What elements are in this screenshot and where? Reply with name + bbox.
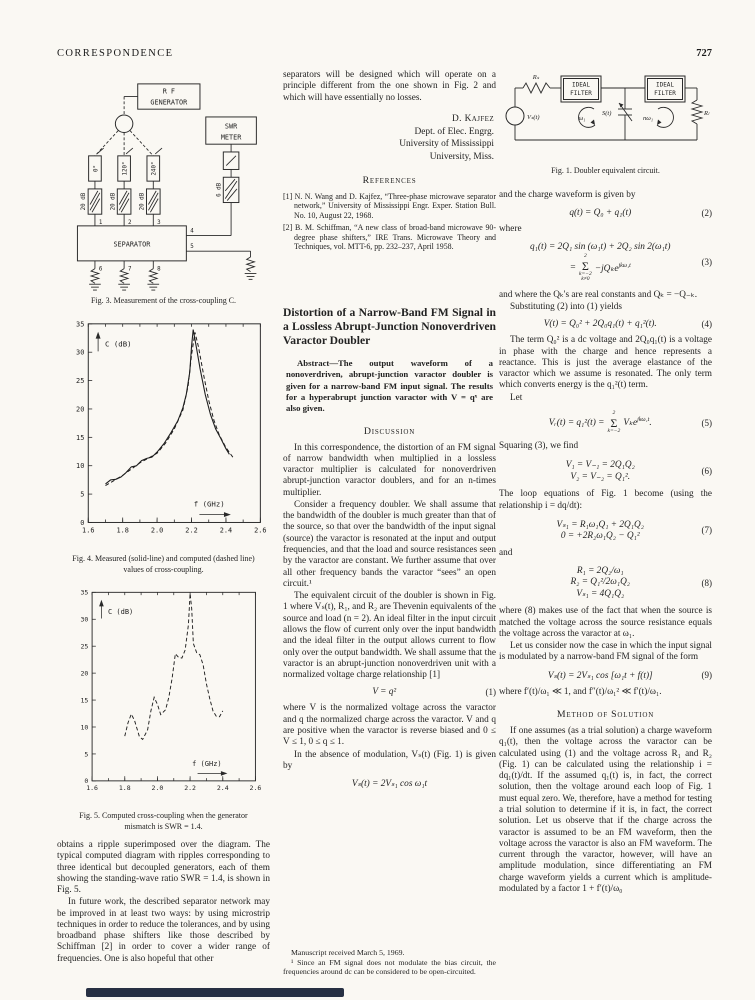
svg-text:5: 5 — [84, 750, 89, 759]
svg-text:1.6: 1.6 — [82, 526, 95, 535]
article-title: Distortion of a Narrow-Band FM Signal in a Lossless Abrupt-Junction Nonoverdriven Varactor Doubler — [283, 305, 496, 348]
right-paragraph-3: Substituting (2) into (1) yields — [510, 302, 623, 313]
running-head: CORRESPONDENCE — [57, 48, 174, 59]
discussion-heading: Discussion — [363, 425, 416, 437]
right-paragraph-5: Let — [510, 392, 523, 403]
svg-text:30: 30 — [80, 615, 89, 624]
fig1-filter2-label-1: IDEAL — [655, 81, 675, 89]
port-1: 1 — [98, 219, 103, 226]
att-20db-label-1: 20 dB — [81, 192, 88, 211]
svg-text:35: 35 — [76, 320, 85, 329]
equation-2: q(t) = Q₀ + q₁(t) (2) — [569, 207, 712, 218]
footnote-1: ¹ Since an FM signal does not modulate the bias circuit, the frequencies around dc can be considered to be open-circuited. — [283, 957, 496, 976]
fig1-filter1-label-2: FILTER — [570, 90, 592, 97]
svg-text:2.0: 2.0 — [150, 526, 164, 535]
fig1-circuit-diagram — [499, 70, 712, 162]
references-heading: References — [362, 174, 417, 186]
port-6: 6 — [98, 266, 103, 273]
fig3-caption: Fig. 3. Measurement of the cross-coupling C. — [90, 296, 237, 305]
rs-label: Rₛ — [532, 74, 540, 81]
fig1-filter1-label-1: IDEAL — [571, 81, 591, 89]
loop2-label: nω₁ — [642, 115, 654, 122]
method-heading: Method of Solution — [556, 708, 655, 720]
svg-text:20: 20 — [76, 405, 85, 414]
author-city: University, Miss. — [429, 151, 494, 162]
scan-artifact — [86, 988, 344, 997]
fig3-circuit-diagram — [57, 80, 270, 292]
equation-6: V₁ = V₋₁ = 2Q₁Q₂ V₂ = V₋₂ = Q₁². (6) — [565, 460, 712, 483]
author-dept: Dept. of Elec. Engrg. — [414, 126, 494, 137]
right-paragraph-10: Let us consider now the case in which the input signal is modulated by a narrow-band FM signal of the form — [499, 641, 712, 663]
fig5-chart — [57, 583, 270, 807]
svg-text:35: 35 — [80, 588, 89, 597]
right-column — [499, 70, 712, 896]
svg-text:0: 0 — [84, 777, 89, 786]
swr-label-1: SWR — [224, 122, 238, 131]
port-5: 5 — [190, 244, 194, 251]
mid-paragraph-1: separators will be designed which will operate on a principle different from the one shown in Fig. 2 and which will have essentially no losses. — [283, 70, 496, 103]
svg-text:f (GHz): f (GHz) — [192, 760, 222, 769]
source-symbol — [506, 107, 524, 125]
right-paragraph-9: where (8) makes use of the fact that when the source is matched the voltage across the source resistance equals the voltage across the varactor at ω₁. — [499, 606, 712, 639]
phase-120-label: 120° — [122, 161, 129, 176]
svg-text:1.6: 1.6 — [86, 784, 98, 793]
svg-text:15: 15 — [80, 696, 89, 705]
port-7: 7 — [128, 266, 132, 273]
reference-2: [2] B. M. Schiffman, “A new class of broad-band microwave 90-degree phase shifters,” IRE Trans. Microwave Theory and Techniques, vol. MTT-6, pp. 232–237, April 1958. — [283, 223, 496, 252]
fig5-caption: Fig. 5. Computed cross-coupling when the generator mismatch is SWR = 1.4. — [79, 811, 248, 831]
svg-text:2.6: 2.6 — [254, 526, 267, 535]
port-4: 4 — [190, 228, 194, 235]
equation-1: V = q² (1) — [372, 687, 496, 698]
svg-text:25: 25 — [76, 377, 85, 386]
author-university: University of Mississippi — [399, 139, 494, 150]
phase-240-label: 240° — [151, 161, 158, 176]
svg-text:2.0: 2.0 — [151, 784, 164, 793]
right-paragraph-12: If one assumes (as a trial solution) a charge waveform q₁(t), then the voltage across the varactor can be calculated using (1) and the voltage across R₁ and R₂ (Fig. 1) can be calculated using the relationship i = dq₁(t)/dt. If the assumed q₁(t) is, in fact, the correct solution, then the voltage around each loop of Fig. 1 must equal zero. We, therefore, have a method for testing a trial solution to determine if it is, in fact, the correct solution. Let us observe that if the charge across the varactor is assumed to be an FM waveform, then the voltage across the varactor is also an FM waveform. The current through the varactor, however, will have an amplitude modulation, since differentiating an FM charge waveform yields a current which is amplitude-modulated by a factor 1 + f′(t)/ω₀ — [499, 725, 712, 894]
svg-text:20: 20 — [80, 669, 89, 678]
right-paragraph-1: and the charge waveform is given by — [499, 190, 636, 201]
right-paragraph-11: where f′(t)/ω₁ ≪ 1, and f″(t)/ω₁² ≪ f′(t)/ω₁. — [499, 686, 662, 697]
right-paragraph-2: and where the Qₖ's are real constants and Qₖ = −Q₋ₖ. — [499, 289, 698, 300]
separator-label: SEPARATOR — [113, 240, 151, 249]
equation-3: q₁(t) = 2Q₁ sin (ω₁t) + 2Q₂ sin 2(ω₁t) = 2 Σ k=−2 k≠0 −jQₖe$^{jk\omega_1t}$ (3) — [530, 241, 712, 283]
vs-label: Vₛ(t) — [527, 114, 540, 121]
svg-text:2.2: 2.2 — [184, 784, 196, 793]
loop1-label: ω₁ — [578, 115, 586, 122]
equation-unnumbered: Vₛ(t) = 2Vₛ₁ cos ω₁t — [351, 779, 428, 790]
discussion-paragraph-5: In the absence of modulation, Vₛ(t) (Fig. 1) is given by — [283, 749, 496, 771]
svg-text:2.4: 2.4 — [216, 784, 229, 793]
rl-label: Rₗ — [704, 110, 710, 117]
fig4-caption: Fig. 4. Measured (solid-line) and computed (dashed line) values of cross-coupling. — [72, 554, 255, 574]
left-column — [57, 80, 270, 966]
svg-text:1.8: 1.8 — [116, 526, 129, 535]
svg-text:C (dB): C (dB) — [107, 607, 134, 616]
att-20db-label-3: 20 dB — [139, 192, 146, 211]
equation-5: Vᵣ(t) = q₁²(t) = 2 Σ k=−2 Vₖe$^{jk\omega_1t}$. (5) — [548, 409, 712, 434]
svg-text:10: 10 — [76, 462, 85, 471]
fig1-filter2-label-2: FILTER — [654, 90, 676, 97]
footnote-manuscript: Manuscript received March 5, 1969. — [291, 948, 405, 957]
equation-9: Vₛ(t) = 2Vₛ₁ cos [ω₁t + f(t)] (9) — [547, 670, 712, 681]
svg-text:10: 10 — [80, 723, 89, 732]
svg-text:2.2: 2.2 — [185, 526, 198, 535]
reference-1: [1] N. N. Wang and D. Kajfez, “Three-phase microwave separator network,” University of Mississippi Engr. Exper. Station Bull. No. 10, August 22, 1968. — [283, 191, 496, 220]
phase-0-label: 0° — [93, 164, 100, 173]
svg-text:f (GHz): f (GHz) — [193, 500, 225, 510]
author-signature — [283, 113, 494, 164]
discussion-paragraph-3: The equivalent circuit of the doubler is shown in Fig. 1 where Vₛ(t), R₁, and R₂ are Thevenin equivalents of the source and load (n = 2). An ideal filter in the input circuit allows the flow of current only over the input bandwidth and the ideal filter in the output allows current to flow only over the output bandwidth. We shall assume that the varactor is an abrupt-junction nonoverdriven unit with a normalized voltage charge relationship [1] — [283, 591, 496, 681]
swr-label-2: METER — [220, 133, 242, 142]
page-header — [57, 48, 712, 59]
svg-text:15: 15 — [76, 434, 85, 443]
equation-8: R₁ = 2Q₂/ω₁ R₂ = Q₁²/2ω₁Q₂ Vₛ₁ = 4Q₁Q₂ (8) — [570, 566, 712, 600]
port-3: 3 — [157, 219, 161, 226]
author-name: D. Kajfez — [451, 113, 494, 124]
right-paragraph-6: Squaring (3), we find — [499, 441, 579, 452]
fig1-caption: Fig. 1. Doubler equivalent circuit. — [551, 166, 660, 175]
svg-text:25: 25 — [80, 642, 89, 651]
svg-text:2.4: 2.4 — [219, 526, 233, 535]
svg-text:1.8: 1.8 — [118, 784, 131, 793]
svg-text:C (dB): C (dB) — [104, 339, 132, 349]
port-2: 2 — [128, 219, 132, 226]
attenuator-boxes — [81, 189, 160, 214]
fig3-rf-label-2: GENERATOR — [150, 98, 188, 107]
right-paragraph-7: The loop equations of Fig. 1 become (using the relationship i = dq/dt): — [499, 489, 712, 511]
middle-column — [283, 70, 496, 795]
equation-7: Vₛ₁ = R₁ω₁Q₁ + 2Q₁Q₂ 0 = +2R₂ω₁Q₂ − Q₁² (7) — [556, 520, 712, 542]
svg-text:30: 30 — [76, 349, 85, 358]
att-6db-label: 6 dB — [216, 182, 223, 197]
fig3-rf-label-1: R F — [162, 87, 175, 96]
svg-text:2.6: 2.6 — [249, 784, 262, 793]
article-abstract: Abstract—The output waveform of a nonoverdriven, abrupt-junction varactor doubler is given for a narrow-band FM input signal. The results for a hyperabrupt junction varactor with V = qˣ are also given. — [286, 357, 493, 414]
where-label-1: where — [499, 223, 522, 234]
varactor-label: S(t) — [602, 110, 612, 117]
fig4-chart — [57, 314, 270, 550]
discussion-paragraph-2: Consider a frequency doubler. We shall assume that the bandwidth of the doubler is much greater than that of the source, so that over the bandwidth of the input signal (source) the varactor is resonated at the input and output frequencies, and that the load and source resistances seen by the varactor are constant. We further assume that over all other frequency bands the varactor “sees” an open circuit.¹ — [283, 499, 496, 589]
discussion-paragraph-1: In this correspondence, the distortion of an FM signal of narrow bandwidth when multiplied in a lossless varactor multiplier is calculated for nonoverdriven abrupt-junction varactor doublers, and for an n-times multiplier. — [283, 442, 496, 498]
att-20db-label-2: 20 dB — [110, 192, 117, 211]
discussion-paragraph-4: where V is the normalized voltage across the varactor and q the normalized charge across the varactor. V and q are positive when the varactor is reverse biased and 0 ≤ V ≤ 1, 0 ≤ q ≤ 1. — [283, 703, 496, 748]
footnote-block — [283, 948, 496, 977]
right-paragraph-4: The term Q₀² is a dc voltage and 2Q₀q₁(t) is a voltage in phase with the charge and hence represents a reactance. This is just the average elastance of the varactor which we assume is resonated. The only term which converts energy is the q₁²(t) term. — [499, 335, 712, 391]
power-splitter-symbol — [115, 115, 133, 133]
svg-text:0: 0 — [80, 519, 85, 528]
page-number: 727 — [696, 48, 712, 59]
svg-text:5: 5 — [80, 490, 85, 499]
terminations — [89, 261, 161, 290]
left-paragraph-2: In future work, the described separator network may be improved in at least two ways: by using microstrip techniques in order to reduce the tolerances, and by using broadband phase shifters like those described by Schiffman [2] in order to cover a wider range of frequencies. One is also hopeful that other — [57, 897, 270, 964]
and-label: and — [499, 548, 513, 559]
port-8: 8 — [157, 266, 161, 273]
equation-4: V(t) = Q₀² + 2Q₀q₁(t) + q₁²(t). (4) — [543, 319, 712, 330]
left-paragraph-1: obtains a ripple superimposed over the diagram. The typical computed diagram with ripples corresponding to three identical but decoupled generators, each of them showing the standing-wave ratio SWR = 1.4, is shown in Fig. 5. — [57, 839, 270, 896]
